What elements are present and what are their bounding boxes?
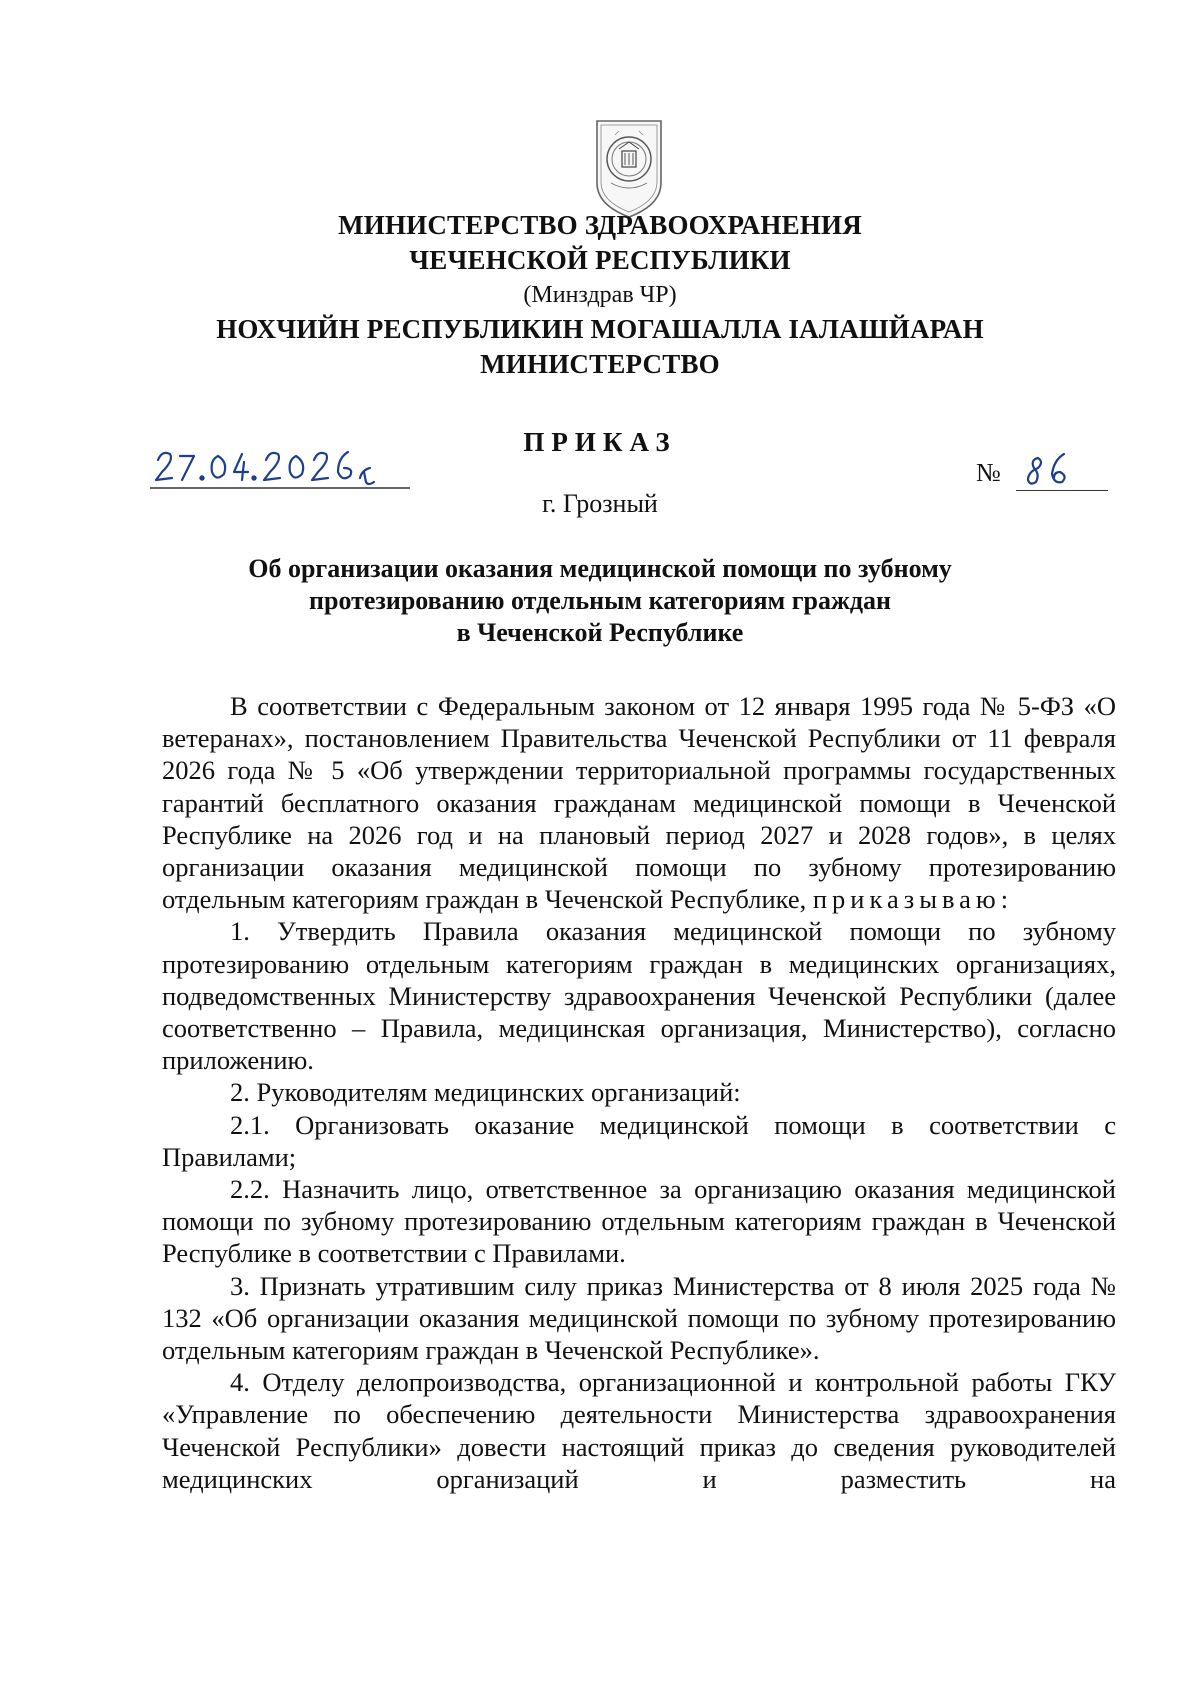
item-3-paragraph: 3. Признать утратившим силу приказ Министерства от 8 июля 2025 года № 132 «Об организации оказания медицинской помощи по зубному протезированию отдельным категориям граждан в Чеченской Республике». — [162, 1270, 1116, 1366]
subject-line3: в Чеченской Республике — [456, 618, 744, 647]
ministry-name-ce-line1: НОХЧИЙН РЕСПУБЛИКИН МОГАШАЛЛА ІАЛАШЙАРАН — [216, 314, 984, 344]
ministry-name-ru-line1: МИНИСТЕРСТВО ЗДРАВООХРАНЕНИЯ — [338, 210, 862, 240]
item-2-1-paragraph: 2.1. Организовать оказание медицинской помощи в соответствии с Правилами; — [162, 1109, 1116, 1172]
preamble-paragraph — [162, 690, 1116, 915]
subject-line2: протезированию отдельным категориям граждан — [309, 586, 891, 615]
subject-line1: Об организации оказания медицинской помощи по зубному — [248, 554, 952, 583]
order-body — [162, 690, 1116, 1495]
order-title: ПРИКАЗ — [523, 427, 677, 457]
preamble-text: В соответствии с Федеральным законом от 12 января 1995 года № 5-ФЗ «О ветеранах», постановлением Правительства Чеченской Республики от 11 февраля 2026 года № 5 «Об утверждении территориальной программы государственных гарантий бесплатного оказания гражданам медицинской помощи в Чеченской Республике на 2026 год и на плановый период 2027 и 2028 годов», в целях организации оказания медицинской помощи по зубному протезированию отдельным категориям граждан в Чеченской Республике, — [162, 691, 1116, 915]
order-word: приказываю: — [812, 884, 1014, 915]
ministry-abbreviation: (Минздрав ЧР) — [523, 282, 677, 308]
item-4-paragraph: 4. Отделу делопроизводства, организационной и контрольной работы ГКУ «Управление по обеспечению деятельности Министерства здравоохранения Чеченской Республики» довести настоящий приказ до сведения руководителей медицинских организаций и разместить на — [162, 1367, 1116, 1494]
item-2-2-paragraph: 2.2. Назначить лицо, ответственное за организацию оказания медицинской помощи по зубному протезированию отдельным категориям граждан в Чеченской Республике в соответствии с Правилами. — [162, 1174, 1116, 1269]
item-2-paragraph: 2. Руководителям медицинских организаций: — [230, 1077, 741, 1108]
handwritten-order-number — [1024, 450, 1084, 490]
ministry-name-ce-line2: МИНИСТЕРСТВО — [480, 349, 720, 379]
order-subject — [140, 553, 1060, 649]
item-1-paragraph: 1. Утвердить Правила оказания медицинской помощи по зубному протезированию отдельным категориям граждан в медицинских организациях, подведомственных Министерству здравоохранения Чеченской Республики (далее соответственно – Правила, медицинская организация, Министерство), согласно приложению. — [162, 916, 1116, 1076]
ministry-name-ru-line2: ЧЕЧЕНСКОЙ РЕСПУБЛИКИ — [409, 245, 791, 275]
order-city: г. Грозный — [542, 489, 658, 518]
ministry-header — [140, 208, 1060, 382]
number-sign: № — [976, 458, 1001, 487]
coat-of-arms-emblem — [591, 113, 667, 223]
